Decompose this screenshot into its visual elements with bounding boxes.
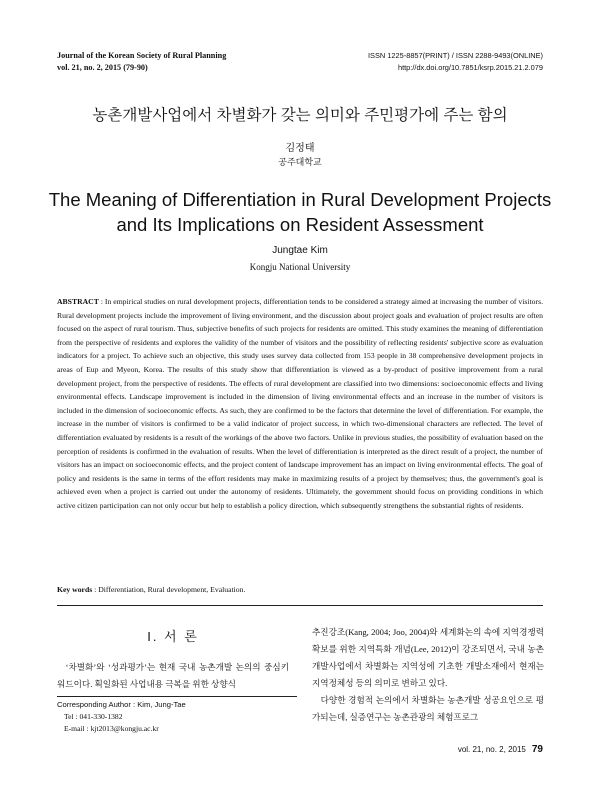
section-divider [57, 605, 543, 606]
keywords [57, 584, 543, 596]
right-paragraph-1: 추진강조(Kang, 2004; Joo, 2004)와 세계화논의 속에 지역경쟁력 확보를 위한 지역특화 개념(Lee, 2012)이 강조되면서, 국내 농촌개발사업에서 차별화는 지역성에 기초한 개발소재에서 현재는 지역정체성 등의 의미로 변하고 있다. [312, 627, 544, 688]
abstract [57, 295, 543, 513]
abstract-separator: : [98, 297, 105, 306]
corresponding-email[interactable]: E-mail : kjt2013@kongju.ac.kr [64, 723, 159, 733]
doi-link[interactable]: http://dx.doi.org/10.7851/ksrp.2015.21.2.079 [397, 62, 543, 72]
journal-identifiers [368, 50, 543, 73]
right-paragraph-2: 다양한 경험적 논의에서 차별화는 농촌개발 성공요인으로 평가되는데, 실증연구는 농촌관광의 체험프로그 [312, 695, 544, 722]
title-english: The Meaning of Differentiation in Rural Development Projects and Its Implications on Resident Assessment [48, 189, 552, 235]
abstract-text: In empirical studies on rural development projects, differentiation tends to be considered a strategy aimed at increasing the number of visitors. Rural development projects include the improvement of living environment, and the discussion about project goals and evaluation of project results are often focused on the aspect of rural tourism. Thus, subjective benefits of such projects for residents are omitted. This study examines the meaning of differentiation from the perspective of residents and explores the validity of the number of visitors and the possibility of reflecting residents' subjective score as evaluation indicators for a project. To achieve such an objective, this study uses survey data collected from 153 people in 38 comprehensive development projects in areas of Eup and Myeon, Korea. The results of this study show that differentiation is viewed as a by-product of positive improvement from a rural development project, from the perspective of residents. The effects of rural development are classified into two dimensions: socioeconomic effects and living environmental effects. Landscape improvement is included in the dimension of living environmental effects and an increase in the number of visitors is included in the dimension of socioeconomic effects. As such, they are confirmed to be the factors that determine the level of differentiation. For example, the increase in the number of visitors is confirmed to be a valid indicator of project success, in which two-dimensional characters are reflected. The level of differentiation evaluated by residents is a result of the workings of the above two factors. Unlike in previous studies, the possibility of evaluation based on the perception of residents is confirmed in the evaluation of results. When the level of differentiation is interpreted as the direct result of a project, the number of visitors has an impact on socioeconomic effects, and the project content of landscape improvement has an impact on living environmental effects. The goal of policy and residents is the same in terms of the effort residents may make in maximizing results of a project by themselves; thus, the government's goal is achieved even when a project is carried out under the autonomy of residents. Ultimately, the government should focus on providing conditions in which active citizen participation can not only occur but help to establish a policy direction, which subsequently strengthens the substantial rights of residents. [57, 297, 543, 510]
keywords-separator: : [92, 585, 99, 594]
left-column [57, 620, 289, 693]
corresponding-author-note [57, 696, 297, 734]
title-korean: 농촌개발사업에서 차별화가 갖는 의미와 주민평가에 주는 함의 [92, 107, 508, 124]
author-english: Jungtae Kim [272, 245, 328, 256]
journal-volume: vol. 21, no. 2, 2015 (79-90) [57, 62, 148, 72]
keywords-label: Key words [57, 585, 93, 594]
page-footer [458, 744, 543, 755]
intro-paragraph: ‘차별화’와 ‘성과평가’는 현재 국내 농촌개발 논의의 중심키워드이다. 획일화된 사업내용 극복을 위한 상향식 [57, 662, 289, 689]
affiliation-korean: 공주대학교 [278, 157, 322, 167]
author-korean: 김정태 [285, 143, 315, 154]
corresponding-tel: Tel : 041-330-1382 [64, 711, 123, 721]
keywords-text: Differentiation, Rural development, Evaluation. [98, 585, 246, 594]
section-heading-introduction: I. 서 론 [147, 629, 199, 644]
issn: ISSN 1225-8857(PRINT) / ISSN 2288-9493(ONLINE) [368, 51, 543, 60]
footer-volume: vol. 21, no. 2, 2015 [457, 745, 526, 754]
page-number: 79 [531, 744, 543, 755]
corresponding-author: Corresponding Author : Kim, Jung-Tae [57, 700, 186, 709]
right-column [312, 624, 544, 726]
journal-header [57, 50, 226, 73]
abstract-label: ABSTRACT [57, 297, 99, 306]
affiliation-english: Kongju National University [249, 262, 351, 272]
journal-name: Journal of the Korean Society of Rural Planning [57, 51, 227, 60]
